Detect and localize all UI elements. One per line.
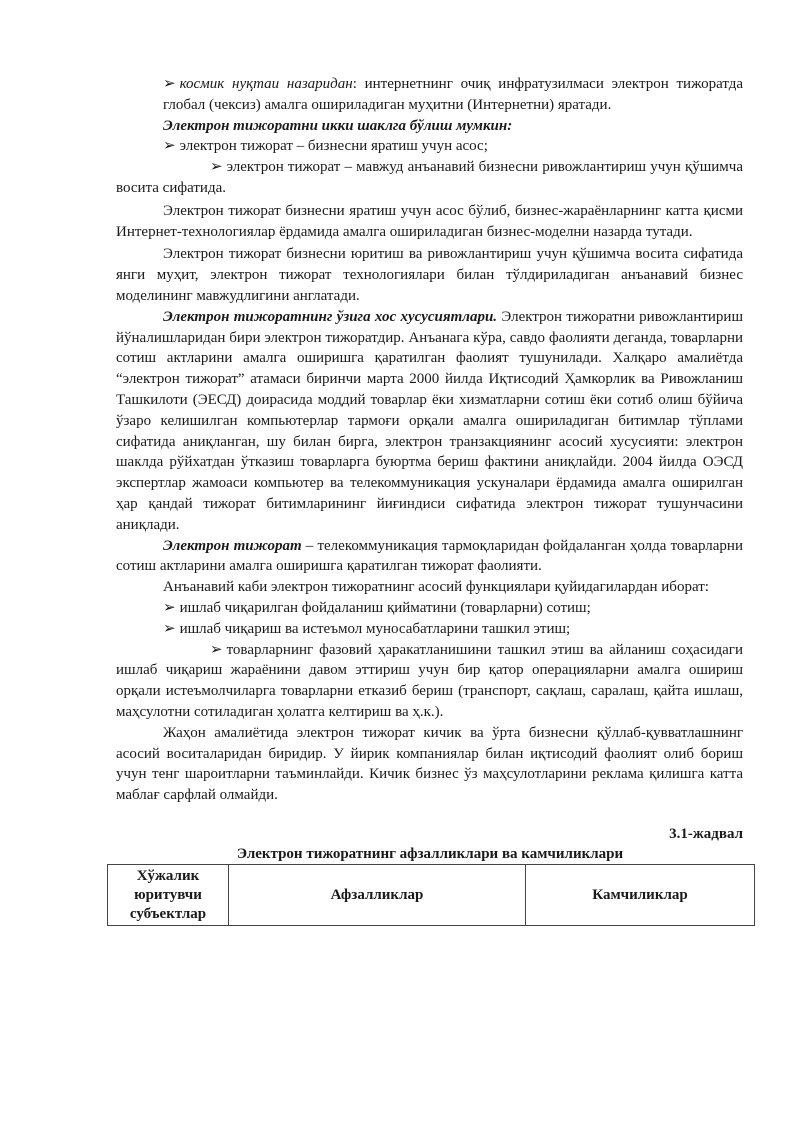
paragraph-text: Электрон тижоратни ривожлантириш йўналишларидан бири электрон тижоратдир. Анъанага кўра, савдо фаолияти деганда, товарларни сотиш актларини амалга оширишга қаратилган фаолият тушунилади. Халқаро амалиётда “электрон тижорат” атамаси биринчи марта 2000 йилда Иқтисодий Ҳамкорлик ва Ривожланиш Ташкилоти (ЭЕСД) доирасида моддий товарлар ёки хизматларни сотиш ёки сотиб олиш бўйича ўзаро келишилган компьютерлар тармоғи орқали амалга ошириладиган битимлар тўплами сифатида аниқланган, шу билан бирга, электрон транзакциянинг асосий хусусияти: электрон шаклда рўйхатдан ўтказиш товарларга буюртма бериш фактини аниқлайди. 2004 йилда ОЭСД экспертлар жамоаси компьютер ва телекоммуникация ускуналари ёрдамида амалга оширилган ҳар қандай тижорат битимларининг йиғиндиси сифатида электрон тижорат тушунчасини аниқлади. <box>116 308 744 533</box>
table-header-cell: Афзалликлар <box>229 865 526 926</box>
arrow-bullet-icon: ➢ <box>163 76 176 92</box>
paragraph-lead: Электрон тижоратнинг ўзига хос хусусиятлари. <box>163 308 498 325</box>
bullet-italic-term: космик нуқтаи назаридан <box>179 76 353 92</box>
paragraph-definition <box>116 536 743 578</box>
paragraph: Анъанавий каби электрон тижоратнинг асосий функциялари қуйидагилардан иборат: <box>163 579 709 596</box>
bullet-text: : интернетнинг очиқ инфратузилмаси электрон тижоратда глобал (чексиз) амалга ошириладиган муҳитни (Интернетни) яратади. <box>163 76 743 113</box>
paragraph-lead: Электрон тижорат <box>163 537 302 554</box>
arrow-bullet-icon: ➢ <box>210 641 223 658</box>
list-item-text: товарларнинг фазовий ҳаракатланишини ташкил этиш ва айланиш соҳасидаги ишлаб чиқариш жараёнини давом эттириш учун бир қатор операцияларни амалга ошириш орқали истеъмолчиларга товарларни етказиб бериш (транспорт, сақлаш, саралаш, қайта ишлаш, маҳсулотни сотиладиган ҳолатга келтириш ва ҳ.к.). <box>116 641 743 720</box>
list-item <box>116 157 743 199</box>
table-title: Электрон тижоратнинг афзалликлари ва камчиликлари <box>236 846 624 862</box>
list-item-text: ишлаб чиқарилган фойдаланиш қийматини (товарларни) сотиш; <box>179 599 591 616</box>
table-header-row <box>108 865 755 926</box>
arrow-bullet-icon: ➢ <box>163 620 176 637</box>
list-item-text: электрон тижорат – мавжуд анъанавий бизнесни ривожлантириш учун қўшимча восита сифатида. <box>116 159 743 196</box>
list-item <box>116 640 743 723</box>
list-item <box>116 619 743 640</box>
table-header-cell: Хўжалик юритувчи субъектлар <box>108 865 229 926</box>
table-label: 3.1-жадвал <box>669 826 743 842</box>
list-item-text: ишлаб чиқариш ва истеъмол муносабатларини ташкил этиш; <box>179 620 571 637</box>
document-body <box>116 74 743 806</box>
advantages-table <box>107 864 755 926</box>
list-item <box>116 598 743 619</box>
arrow-bullet-icon: ➢ <box>163 599 176 616</box>
section-heading: Электрон тижоратни икки шаклга бўлиш мумкин: <box>163 117 513 134</box>
paragraph-text: – телекоммуникация тармоқларидан фойдаланган ҳолда товарларни сотиш актларини амалга оширишга қаратилган тижорат фаолияти. <box>116 537 743 575</box>
paragraph: Электрон тижорат бизнесни юритиш ва ривожлантириш учун қўшимча восита сифатида янги муҳит, электрон тижорат технологиялари билан тўлдириладиган анъанавий бизнес моделининг мавжудлигини англатади. <box>116 246 743 304</box>
arrow-bullet-icon: ➢ <box>210 159 223 176</box>
bullet-space-view <box>116 74 743 116</box>
list-item-text: электрон тижорат – бизнесни яратиш учун асос; <box>179 138 488 155</box>
paragraph: Жаҳон амалиётида электрон тижорат кичик ва ўрта бизнесни қўллаб-қувватлашнинг асосий воситаларидан биридир. У йирик компаниялар билан иқтисодий фаолият олиб бориш учун тенг шароитларни таъминлайди. Кичик бизнес ўз маҳсулотларини реклама қилишга катта маблағ сарфлай олмайди. <box>116 724 743 804</box>
list-item <box>116 136 743 157</box>
arrow-bullet-icon: ➢ <box>163 138 176 155</box>
table-header-cell: Камчиликлар <box>526 865 755 926</box>
paragraph-features <box>116 307 743 536</box>
paragraph: Электрон тижорат бизнесни яратиш учун асос бўлиб, бизнес-жараёнларнинг катта қисми Интернет-технологиялар ёрдамида амалга ошириладиган бизнес-моделни назарда тутади. <box>116 202 743 240</box>
